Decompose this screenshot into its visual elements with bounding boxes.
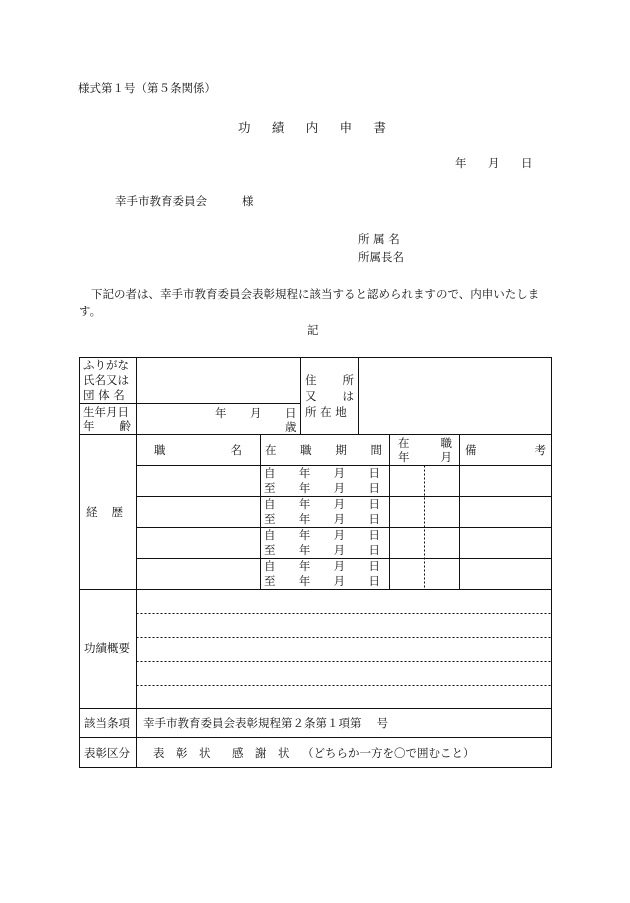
clause-text: 幸手市教育委員会表彰規程第２条第１項第 号 [143, 716, 389, 730]
award-label: 表彰区分 [84, 746, 130, 760]
position-field[interactable] [137, 559, 260, 589]
birth-age-field[interactable] [137, 404, 300, 434]
remarks-field[interactable] [460, 466, 551, 496]
name-label [83, 358, 131, 403]
name-field[interactable] [137, 358, 300, 403]
head-label: 所属長名 [358, 250, 404, 264]
period-field[interactable]: 自 年 月 日 至 年 月 日 [264, 497, 380, 526]
ki-label: 記 [307, 323, 319, 337]
date-day-label: 日 [521, 156, 533, 170]
remarks-field[interactable] [460, 528, 551, 558]
name-or-group-label: 氏名又は [83, 373, 129, 387]
date-month-label: 月 [488, 156, 500, 170]
affiliation-label: 所 属 名 [358, 232, 400, 246]
intro-line-2: す。 [79, 304, 102, 318]
furigana-label: ふりがな [83, 358, 129, 372]
remarks-header: 備 考 [465, 443, 546, 457]
birth-month-unit: 月 [250, 406, 262, 420]
tenure-field[interactable] [390, 559, 459, 589]
title-char: 績 [271, 120, 285, 135]
title-char: 書 [373, 120, 386, 135]
date-year-label: 年 [455, 156, 467, 170]
clause-label: 該当条項 [84, 716, 130, 730]
addressee-honorific: 様 [242, 194, 254, 208]
address-label: 住 所 又 は 所 在 地 [305, 373, 354, 419]
position-field[interactable] [137, 466, 260, 496]
birth-year-unit: 年 [215, 406, 227, 420]
career-label: 経 歴 [86, 505, 123, 519]
period-field[interactable]: 自 年 月 日 至 年 月 日 [264, 528, 380, 557]
title-char: 申 [339, 120, 353, 135]
intro-line-1: 下記の者は、幸手市教育委員会表彰規程に該当すると認められますので、内申いたしま [91, 287, 540, 301]
birth-age-label: 生年月日 年 齢 [83, 405, 131, 433]
remarks-field[interactable] [460, 559, 551, 589]
period-header: 在 職 期 間 [265, 443, 382, 457]
address-field[interactable] [359, 358, 551, 434]
tenure-header: 在 職 年 月 [398, 436, 452, 464]
birth-day-unit: 日 [285, 406, 297, 420]
form-number: 様式第１号（第５条関係） [78, 81, 216, 95]
title-char: 内 [305, 120, 319, 135]
award-note: （どちらか一方を〇で囲むこと） [302, 746, 475, 760]
achievement-field[interactable] [137, 590, 551, 708]
tenure-field[interactable] [390, 528, 459, 558]
tenure-field[interactable] [390, 497, 459, 527]
age-unit: 歳 [285, 420, 297, 434]
title-char: 功 [238, 120, 251, 135]
period-field[interactable]: 自 年 月 日 至 年 月 日 [264, 559, 380, 588]
group-name-label: 団 体 名 [83, 388, 125, 402]
period-field[interactable]: 自 年 月 日 至 年 月 日 [264, 466, 380, 495]
tenure-field[interactable] [390, 466, 459, 496]
position-field[interactable] [137, 528, 260, 558]
remarks-field[interactable] [460, 497, 551, 527]
achievement-label: 功績概要 [84, 641, 130, 655]
award-option-commendation[interactable]: 表 彰 状 [153, 746, 211, 760]
award-option-appreciation[interactable]: 感 謝 状 [232, 746, 290, 760]
position-header: 職 名 [154, 443, 242, 457]
position-field[interactable] [137, 497, 260, 527]
addressee-name: 幸手市教育委員会 [115, 194, 207, 208]
